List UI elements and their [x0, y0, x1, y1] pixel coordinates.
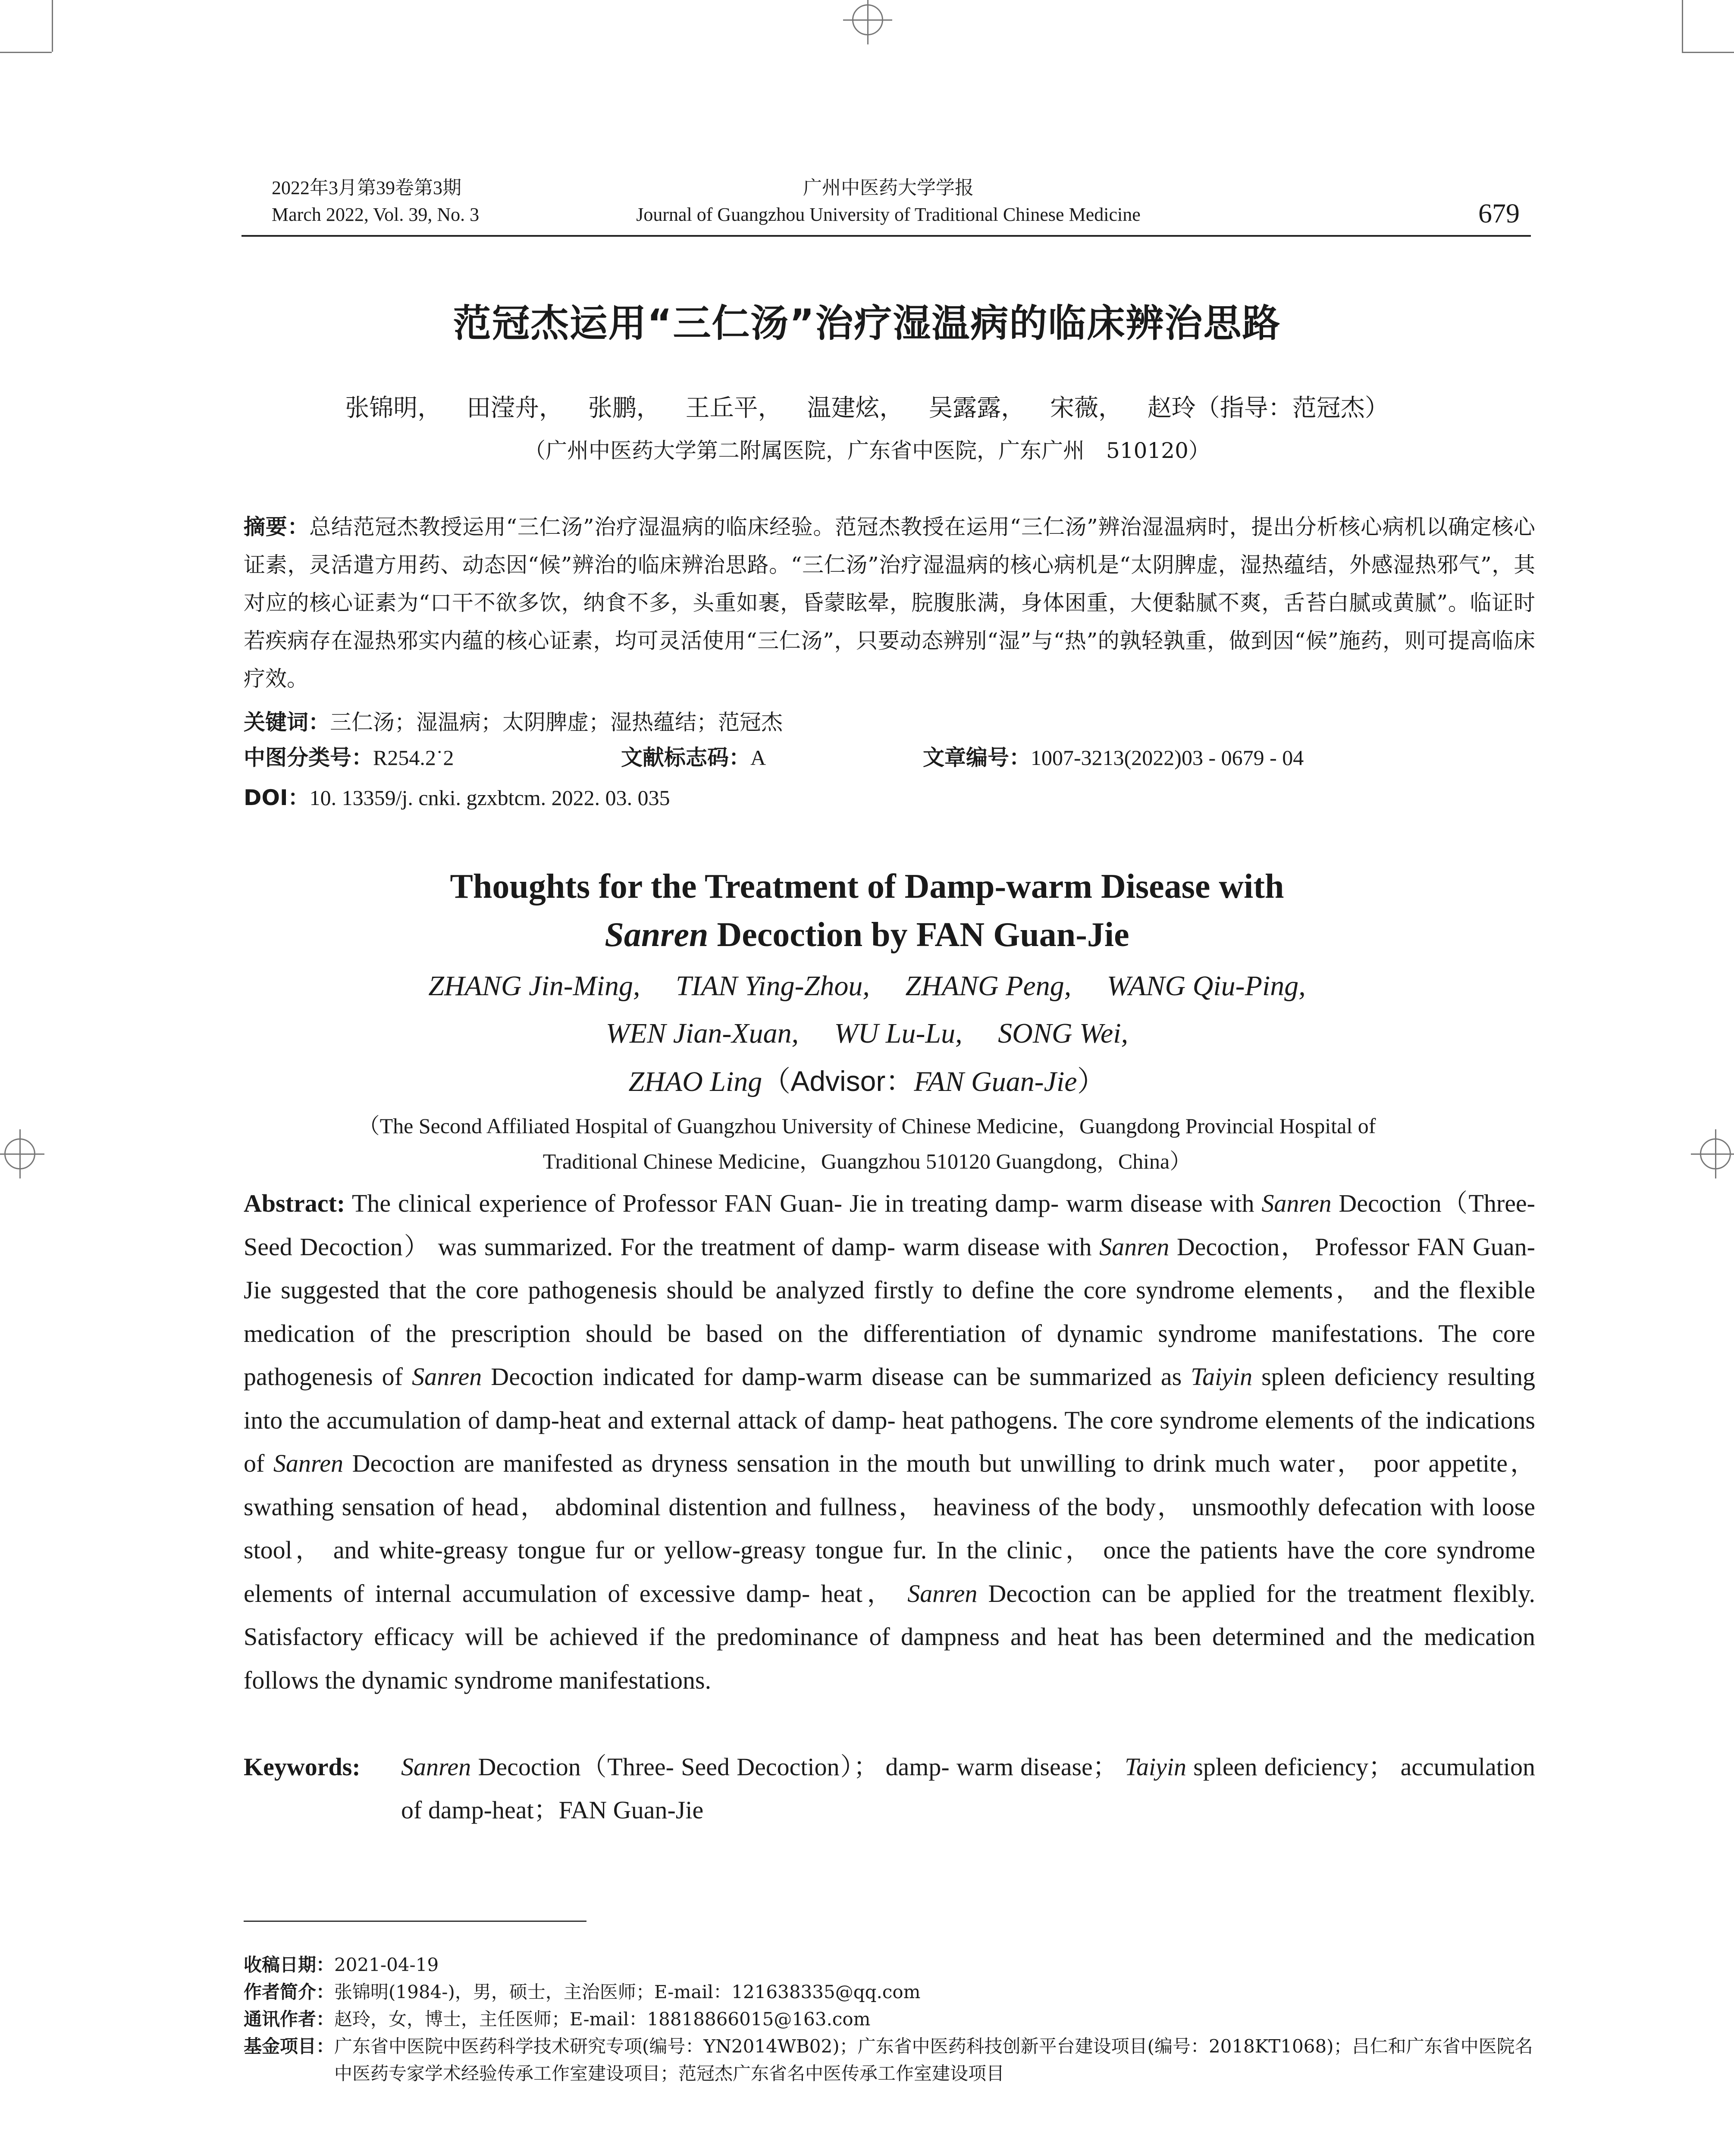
issue-info	[272, 175, 479, 228]
authors-en-line1: ZHANG Jin-Ming, TIAN Ying-Zhou, ZHANG Peng, WANG Qiu-Ping,	[428, 970, 1306, 1002]
doc-code-value: A	[750, 746, 766, 770]
abstract-cn	[244, 508, 1535, 698]
title-en-line1: Thoughts for the Treatment of Damp-warm Disease with	[450, 868, 1284, 906]
authors-en-line3	[0, 1057, 1734, 1106]
footnotes	[244, 1951, 1535, 2087]
abstract-en-text: Decoction are manifested as dryness sensation in the mouth but unwilling to drink much water， poor appetite， swathing sensation of head， abdominal distention and fullness， heaviness of the body， unsmoothly defecation with loose stool， and white-greasy tongue fur or yellow-greasy tongue fur. In the clinic， once the patients have the core syndrome elements of internal accumulation of excessive damp- heat，	[244, 1449, 1535, 1608]
abstract-en-text: Decoction can be applied for the treatment flexibly. Satisfactory efficacy will be achieved if the predominance of dampness and heat has been determined and the medication follows the dynamic syndrome manifestations.	[244, 1579, 1535, 1694]
italic-term: Sanren	[273, 1449, 344, 1477]
clc-number	[244, 745, 454, 771]
keywords-en-text	[401, 1745, 1535, 1832]
advisor-cn: （指导：范冠杰）	[1195, 394, 1389, 422]
abstract-en-text: spleen deficiency resulting into the accumulation of damp-heat and external attack of damp- heat pathogens. The core syndrome elements of the indications of	[244, 1363, 1535, 1477]
article-title-en	[0, 862, 1734, 959]
doi-value: 10. 13359/j. cnki. gzxbtcm. 2022. 03. 035	[309, 786, 670, 810]
author-bio-label: 作者简介：	[244, 1981, 335, 2002]
affiliation-en-line1: （The Second Affiliated Hospital of Guangzhou University of Chinese Medicine，Guangdong Provincial Hospital of	[358, 1114, 1376, 1138]
affiliation-en-line2: Traditional Chinese Medicine，Guangzhou 510120 Guangdong，China）	[542, 1149, 1192, 1173]
italic-term: Sanren	[412, 1363, 482, 1391]
italic-term: Sanren	[907, 1579, 978, 1608]
received-label: 收稿日期：	[244, 1954, 335, 1975]
title-en-rest: Decoction by FAN Guan-Jie	[708, 916, 1129, 954]
article-number-label: 文章编号：	[923, 745, 1031, 770]
page-number: 679	[1478, 198, 1520, 229]
abstract-cn-text: 总结范冠杰教授运用“三仁汤”治疗湿温病的临床经验。范冠杰教授在运用“三仁汤”辨治湿温病时，提出分析核心病机以确定核心证素，灵活遣方用药、动态因“候”辨治的临床辨治思路。“三仁汤”治疗湿温病的核心病机是“太阴脾虚，湿热蕴结，外感湿热邪气”，其对应的核心证素为“口干不欲多饮，纳食不多，头重如裹，昏蒙眩晕，脘腹胀满，身体困重，大便黏腻不爽，舌苔白腻或黄腻”。临证时若疾病存在湿热邪实内蕴的核心证素，均可灵活使用“三仁汤”，只要动态辨别“湿”与“热”的孰轻孰重，做到因“候”施药，则可提高临床疗效。	[244, 514, 1535, 691]
issue-en: March 2022, Vol. 39, No. 3	[272, 204, 480, 225]
italic-term: Sanren	[1261, 1189, 1332, 1217]
clc-value: R254.2˙2	[373, 746, 454, 770]
funding-value: 广东省中医院中医药科学技术研究专项(编号：YN2014WB02)；广东省中医药科技创新平台建设项目(编号：2018KT1068)；吕仁和广东省中医院名中医药专家学术经验传承工作室建设项目；范冠杰广东省名中医传承工作室建设项目	[334, 2036, 1533, 2084]
article-number-value: 1007-3213(2022)03 - 0679 - 04	[1031, 746, 1304, 770]
title-en-italic: Sanren	[605, 916, 709, 954]
keywords-cn	[244, 703, 1535, 741]
received-date	[244, 1951, 1535, 1978]
article-number	[923, 745, 1304, 771]
keywords-cn-text: 三仁汤；湿温病；太阴脾虚；湿热蕴结；范冠杰	[330, 710, 783, 735]
journal-cn: 广州中医药大学学报	[803, 177, 974, 198]
corresponding-author	[244, 2006, 1535, 2033]
abstract-cn-label: 摘要：	[244, 514, 310, 539]
clc-label: 中图分类号：	[244, 745, 373, 770]
issue-cn: 2022年3月第39卷第3期	[272, 177, 461, 198]
received-value: 2021-04-19	[334, 1954, 439, 1975]
authors-en-line2: WEN Jian-Xuan, WU Lu-Lu, SONG Wei,	[605, 1018, 1129, 1049]
advisor-close: ）	[1077, 1066, 1106, 1097]
italic-term: Sanren	[401, 1753, 471, 1781]
corresp-value: 赵玲，女，博士，主任医师；E-mail：18818866015@163.com	[334, 2009, 871, 2030]
abstract-en-text: Decoction（Three- Seed Decoction） was summarized. For the treatment of damp- warm disease with	[244, 1189, 1535, 1261]
advisor-name-en: FAN Guan-Jie	[914, 1066, 1077, 1097]
abstract-en-text: Decoction indicated for damp-warm disease can be summarized as	[482, 1363, 1191, 1391]
keywords-en-part: Decoction（Three- Seed Decoction）； damp- warm disease；	[471, 1753, 1125, 1781]
keywords-cn-label: 关键词：	[244, 710, 330, 735]
authors-cn	[0, 389, 1734, 423]
advisor-label-en: （Advisor：	[762, 1065, 914, 1097]
doi	[244, 785, 670, 811]
author-bio-value: 张锦明(1984-)，男，硕士，主治医师；E-mail：121638335@qq.com	[334, 1981, 921, 2002]
abstract-en-label: Abstract:	[244, 1189, 345, 1217]
affiliation-cn: （广州中医药大学第二附属医院，广东省中医院，广东广州 510120）	[524, 438, 1210, 463]
document-code	[621, 745, 766, 771]
abstract-en-text: Decoction， Professor FAN Guan-Jie suggested that the core pathogenesis should be analyzed firstly to define the core syndrome elements， and the flexible medication of the prescription should be based on the differentiation of dynamic syndrome manifestations. The core pathogenesis of	[244, 1232, 1535, 1391]
author-zhao: ZHAO Ling	[628, 1066, 762, 1097]
affiliation-en	[0, 1108, 1734, 1179]
italic-term: Taiyin	[1191, 1363, 1253, 1391]
title-en-line2	[0, 911, 1734, 959]
header-rule	[241, 235, 1531, 237]
doi-label: DOI：	[244, 785, 310, 810]
journal-info	[608, 175, 1169, 228]
abstract-en-text: The clinical experience of Professor FAN Guan- Jie in treating damp- warm disease with	[345, 1189, 1262, 1217]
authors-en	[0, 962, 1734, 1106]
abstract-en	[244, 1182, 1535, 1702]
italic-term: Taiyin	[1125, 1753, 1186, 1781]
article-title-cn: 范冠杰运用“三仁汤”治疗湿温病的临床辨治思路	[453, 301, 1281, 345]
author-bio	[244, 1978, 1535, 2006]
keywords-en-label: Keywords:	[244, 1753, 361, 1781]
keywords-en	[244, 1745, 1535, 1836]
journal-en: Journal of Guangzhou University of Traditional Chinese Medicine	[636, 204, 1141, 225]
footnote-rule	[244, 1921, 586, 1922]
author-list-cn: 张锦明， 田滢舟， 张鹏， 王丘平， 温建炫， 吴露露， 宋薇， 赵玲	[345, 394, 1196, 422]
italic-term: Sanren	[1099, 1232, 1170, 1261]
keywords-en-part: spleen deficiency； accumulation of damp-heat；FAN Guan-Jie	[401, 1753, 1535, 1824]
doc-code-label: 文献标志码：	[621, 745, 750, 770]
funding	[244, 2033, 1535, 2087]
corresp-label: 通讯作者：	[244, 2009, 335, 2030]
funding-label: 基金项目：	[244, 2036, 335, 2057]
